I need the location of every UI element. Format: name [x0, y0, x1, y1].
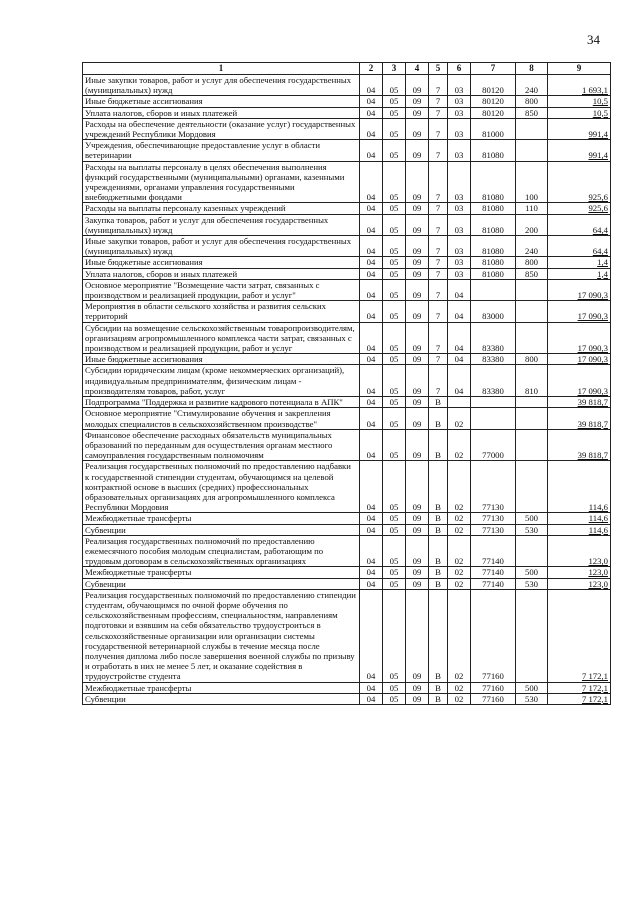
- row-name: Финансовое обеспечение расходных обязательств муниципальных образований по переданным для осуществления органам местного самоуправления государственным полномочиям: [83, 429, 360, 461]
- code-pr: 09: [406, 578, 429, 589]
- code-rz: 05: [383, 461, 406, 513]
- code-cs1: 7: [429, 301, 448, 322]
- code-gr: 04: [360, 408, 383, 429]
- code-cs3: 81080: [471, 161, 516, 203]
- code-cs3: 81080: [471, 268, 516, 279]
- row-amount: 17 090,3: [548, 365, 611, 397]
- table-row: [83, 236, 611, 257]
- header-cell: 4: [406, 63, 429, 75]
- code-cs1: 7: [429, 161, 448, 203]
- code-cs3: 83380: [471, 322, 516, 354]
- code-cs2: 02: [448, 589, 471, 682]
- row-name: Учреждения, обеспечивающие предоставление услуг в области ветеринарии: [83, 140, 360, 161]
- row-name: Иные бюджетные ассигнования: [83, 96, 360, 107]
- code-cs1: В: [429, 578, 448, 589]
- code-vr: 800: [516, 257, 548, 268]
- code-rz: 05: [383, 578, 406, 589]
- code-cs1: В: [429, 429, 448, 461]
- code-cs1: 7: [429, 96, 448, 107]
- row-name: Межбюджетные трансферты: [83, 567, 360, 578]
- row-name: Субвенции: [83, 578, 360, 589]
- budget-table: [82, 62, 611, 705]
- code-pr: 09: [406, 408, 429, 429]
- code-gr: 04: [360, 236, 383, 257]
- code-vr: 530: [516, 693, 548, 704]
- row-amount: 1 693,1: [548, 75, 611, 96]
- code-cs2: 04: [448, 279, 471, 300]
- row-amount: 1,4: [548, 257, 611, 268]
- code-cs3: 83380: [471, 354, 516, 365]
- code-vr: [516, 140, 548, 161]
- code-vr: 240: [516, 75, 548, 96]
- code-gr: 04: [360, 214, 383, 235]
- code-cs2: 03: [448, 140, 471, 161]
- code-rz: 05: [383, 96, 406, 107]
- row-amount: 123,0: [548, 567, 611, 578]
- code-cs1: 7: [429, 214, 448, 235]
- table-row: [83, 161, 611, 203]
- code-pr: 09: [406, 535, 429, 567]
- code-rz: 05: [383, 589, 406, 682]
- code-cs1: 7: [429, 236, 448, 257]
- code-cs3: 81000: [471, 118, 516, 139]
- code-vr: 800: [516, 354, 548, 365]
- code-cs2: 02: [448, 578, 471, 589]
- code-cs1: 7: [429, 365, 448, 397]
- code-cs2: 02: [448, 408, 471, 429]
- code-pr: 09: [406, 75, 429, 96]
- code-cs1: 7: [429, 322, 448, 354]
- code-vr: [516, 589, 548, 682]
- code-vr: [516, 279, 548, 300]
- code-cs1: В: [429, 682, 448, 693]
- row-name: Межбюджетные трансферты: [83, 682, 360, 693]
- code-vr: 530: [516, 578, 548, 589]
- code-rz: 05: [383, 524, 406, 535]
- code-vr: [516, 118, 548, 139]
- row-amount: 123,0: [548, 535, 611, 567]
- table-row: [83, 693, 611, 704]
- code-cs1: 7: [429, 118, 448, 139]
- row-amount: 123,0: [548, 578, 611, 589]
- page-number: 34: [587, 32, 600, 47]
- table-row: [83, 578, 611, 589]
- code-pr: 09: [406, 140, 429, 161]
- code-cs2: 03: [448, 236, 471, 257]
- code-gr: 04: [360, 279, 383, 300]
- code-cs3: 80120: [471, 107, 516, 118]
- code-cs3: 77160: [471, 693, 516, 704]
- code-cs2: 03: [448, 75, 471, 96]
- table-row: [83, 301, 611, 322]
- code-rz: 05: [383, 365, 406, 397]
- code-cs2: 04: [448, 322, 471, 354]
- row-name: Расходы на выплаты персоналу казенных учреждений: [83, 203, 360, 214]
- code-vr: 200: [516, 214, 548, 235]
- table-row: [83, 461, 611, 513]
- row-name: Межбюджетные трансферты: [83, 513, 360, 524]
- row-amount: 114,6: [548, 524, 611, 535]
- code-pr: 09: [406, 279, 429, 300]
- code-cs3: 81080: [471, 140, 516, 161]
- row-name: Иные бюджетные ассигнования: [83, 354, 360, 365]
- code-pr: 09: [406, 118, 429, 139]
- code-vr: 800: [516, 96, 548, 107]
- code-gr: 04: [360, 203, 383, 214]
- row-name: Реализация государственных полномочий по предоставлению стипендии студентам, обучающимся по очной форме обучения по сельскохозяйственным профессиям, специальностям, направлениям подготовки и взявшим на себя обязательство трудоустроиться в сельскохозяйственные организации или организации системы государственной ветеринарной службы в течение месяца после получения диплома либо после завершения военной службы по призыву и отработать в них не менее 5 лет, и оказание содействия в трудоустройстве студента: [83, 589, 360, 682]
- code-vr: 240: [516, 236, 548, 257]
- code-cs1: В: [429, 693, 448, 704]
- code-rz: 05: [383, 567, 406, 578]
- code-rz: 05: [383, 682, 406, 693]
- code-pr: 09: [406, 107, 429, 118]
- table-row: [83, 567, 611, 578]
- row-amount: 7 172,1: [548, 682, 611, 693]
- code-cs2: 02: [448, 567, 471, 578]
- code-cs3: 81080: [471, 236, 516, 257]
- table-row: [83, 589, 611, 682]
- code-rz: 05: [383, 161, 406, 203]
- code-cs1: В: [429, 535, 448, 567]
- code-vr: [516, 408, 548, 429]
- row-amount: 991,4: [548, 140, 611, 161]
- row-amount: 39 818,7: [548, 397, 611, 408]
- row-name: Субвенции: [83, 693, 360, 704]
- table-row: [83, 365, 611, 397]
- header-cell: 6: [448, 63, 471, 75]
- row-name: Основное мероприятие "Стимулирование обучения и закрепления молодых специалистов в сельскохозяйственном производстве": [83, 408, 360, 429]
- code-cs1: В: [429, 397, 448, 408]
- code-rz: 05: [383, 429, 406, 461]
- table-row: [83, 682, 611, 693]
- code-pr: 09: [406, 365, 429, 397]
- table-row: [83, 429, 611, 461]
- header-cell: 7: [471, 63, 516, 75]
- row-name: Субсидии на возмещение сельскохозяйственным товаропроизводителям, организациям агропромышленного комплекса части затрат, связанных с производством и реализацией продукции, работ и услуг: [83, 322, 360, 354]
- row-amount: 17 090,3: [548, 279, 611, 300]
- code-gr: 04: [360, 322, 383, 354]
- code-pr: 09: [406, 96, 429, 107]
- code-cs2: 04: [448, 354, 471, 365]
- table-body: [83, 75, 611, 705]
- code-cs1: 7: [429, 75, 448, 96]
- code-vr: 850: [516, 268, 548, 279]
- code-vr: 530: [516, 524, 548, 535]
- code-rz: 05: [383, 513, 406, 524]
- code-gr: 04: [360, 429, 383, 461]
- header-cell: 3: [383, 63, 406, 75]
- code-cs1: 7: [429, 354, 448, 365]
- code-vr: [516, 322, 548, 354]
- code-cs3: 81080: [471, 214, 516, 235]
- row-name: Мероприятия в области сельского хозяйства и развития сельских территорий: [83, 301, 360, 322]
- code-gr: 04: [360, 682, 383, 693]
- code-cs3: 77130: [471, 461, 516, 513]
- row-name: Иные закупки товаров, работ и услуг для обеспечения государственных (муниципальных) нужд: [83, 75, 360, 96]
- code-rz: 05: [383, 140, 406, 161]
- table-row: [83, 513, 611, 524]
- code-cs3: 81080: [471, 257, 516, 268]
- code-cs2: 02: [448, 535, 471, 567]
- code-vr: [516, 461, 548, 513]
- header-cell: 5: [429, 63, 448, 75]
- code-cs3: 80120: [471, 75, 516, 96]
- code-rz: 05: [383, 279, 406, 300]
- table-row: [83, 107, 611, 118]
- table-row: [83, 257, 611, 268]
- code-pr: 09: [406, 354, 429, 365]
- code-pr: 09: [406, 693, 429, 704]
- code-vr: 500: [516, 682, 548, 693]
- row-name: Субсидии юридическим лицам (кроме некоммерческих организаций), индивидуальным предпринимателям, физическим лицам - производителям товаров, работ, услуг: [83, 365, 360, 397]
- table-row: [83, 214, 611, 235]
- code-pr: 09: [406, 429, 429, 461]
- code-cs2: 04: [448, 301, 471, 322]
- code-pr: 09: [406, 524, 429, 535]
- row-amount: 17 090,3: [548, 322, 611, 354]
- row-amount: 925,6: [548, 161, 611, 203]
- code-rz: 05: [383, 257, 406, 268]
- code-cs2: 03: [448, 214, 471, 235]
- code-gr: 04: [360, 365, 383, 397]
- row-name: Расходы на обеспечение деятельности (оказание услуг) государственных учреждений Республики Мордовия: [83, 118, 360, 139]
- code-rz: 05: [383, 408, 406, 429]
- code-pr: 09: [406, 513, 429, 524]
- row-amount: 925,6: [548, 203, 611, 214]
- code-rz: 05: [383, 203, 406, 214]
- row-name: Реализация государственных полномочий по предоставлению ежемесячного пособия молодым специалистам, работающим по трудовым договорам в сельскохозяйственных организациях: [83, 535, 360, 567]
- code-vr: 500: [516, 513, 548, 524]
- code-gr: 04: [360, 107, 383, 118]
- code-gr: 04: [360, 354, 383, 365]
- code-cs2: 03: [448, 203, 471, 214]
- code-pr: 09: [406, 161, 429, 203]
- code-pr: 09: [406, 682, 429, 693]
- code-vr: [516, 301, 548, 322]
- code-rz: 05: [383, 107, 406, 118]
- code-vr: 110: [516, 203, 548, 214]
- code-rz: 05: [383, 354, 406, 365]
- code-cs2: 02: [448, 513, 471, 524]
- row-name: Уплата налогов, сборов и иных платежей: [83, 107, 360, 118]
- code-cs3: 77160: [471, 682, 516, 693]
- table-row: [83, 279, 611, 300]
- row-name: Подпрограмма "Поддержка и развитие кадрового потенциала в АПК": [83, 397, 360, 408]
- code-gr: 04: [360, 257, 383, 268]
- code-cs3: 77130: [471, 524, 516, 535]
- row-amount: 17 090,3: [548, 354, 611, 365]
- code-cs2: 03: [448, 257, 471, 268]
- code-gr: 04: [360, 578, 383, 589]
- code-cs2: 03: [448, 107, 471, 118]
- row-amount: 114,6: [548, 513, 611, 524]
- code-rz: 05: [383, 301, 406, 322]
- code-cs1: В: [429, 408, 448, 429]
- row-amount: 7 172,1: [548, 693, 611, 704]
- code-gr: 04: [360, 589, 383, 682]
- table-row: [83, 524, 611, 535]
- code-gr: 04: [360, 161, 383, 203]
- code-pr: 09: [406, 397, 429, 408]
- header-cell: 8: [516, 63, 548, 75]
- code-cs3: [471, 397, 516, 408]
- code-cs1: В: [429, 524, 448, 535]
- table-row: [83, 118, 611, 139]
- table-row: [83, 535, 611, 567]
- code-gr: 04: [360, 535, 383, 567]
- code-pr: 09: [406, 257, 429, 268]
- code-rz: 05: [383, 397, 406, 408]
- row-name: Иные бюджетные ассигнования: [83, 257, 360, 268]
- code-cs2: 02: [448, 693, 471, 704]
- table-row: [83, 354, 611, 365]
- row-amount: 10,5: [548, 107, 611, 118]
- row-amount: 1,4: [548, 268, 611, 279]
- code-rz: 05: [383, 236, 406, 257]
- code-cs3: 81080: [471, 203, 516, 214]
- code-cs3: [471, 279, 516, 300]
- code-cs1: 7: [429, 268, 448, 279]
- row-amount: 10,5: [548, 96, 611, 107]
- code-cs3: 83380: [471, 365, 516, 397]
- row-name: Уплата налогов, сборов и иных платежей: [83, 268, 360, 279]
- code-cs1: 7: [429, 107, 448, 118]
- code-cs1: В: [429, 513, 448, 524]
- table-row: [83, 140, 611, 161]
- row-name: Расходы на выплаты персоналу в целях обеспечения выполнения функций государственными (муниципальными) органами, казенными учреждениями, органами управления государственными внебюджетными фондами: [83, 161, 360, 203]
- row-amount: 39 818,7: [548, 408, 611, 429]
- code-cs3: 77140: [471, 535, 516, 567]
- code-cs1: В: [429, 567, 448, 578]
- code-cs3: 77130: [471, 513, 516, 524]
- code-cs2: 02: [448, 429, 471, 461]
- code-pr: 09: [406, 214, 429, 235]
- header-cell: 2: [360, 63, 383, 75]
- table-row: [83, 75, 611, 96]
- code-gr: 04: [360, 461, 383, 513]
- row-amount: 114,6: [548, 461, 611, 513]
- code-cs3: 80120: [471, 96, 516, 107]
- row-name: Иные закупки товаров, работ и услуг для обеспечения государственных (муниципальных) нужд: [83, 236, 360, 257]
- code-cs3: 83000: [471, 301, 516, 322]
- code-cs2: 03: [448, 161, 471, 203]
- code-pr: 09: [406, 589, 429, 682]
- code-vr: [516, 535, 548, 567]
- code-cs2: 02: [448, 461, 471, 513]
- code-cs3: 77160: [471, 589, 516, 682]
- code-cs2: 03: [448, 268, 471, 279]
- code-gr: 04: [360, 567, 383, 578]
- code-rz: 05: [383, 75, 406, 96]
- code-cs2: 02: [448, 524, 471, 535]
- code-gr: 04: [360, 268, 383, 279]
- code-gr: 04: [360, 693, 383, 704]
- code-pr: 09: [406, 203, 429, 214]
- code-cs2: 03: [448, 96, 471, 107]
- header-cell: 9: [548, 63, 611, 75]
- row-name: Закупка товаров, работ и услуг для обеспечения государственных (муниципальных) нужд: [83, 214, 360, 235]
- code-cs2: 02: [448, 682, 471, 693]
- code-cs2: 04: [448, 365, 471, 397]
- code-cs1: 7: [429, 279, 448, 300]
- code-pr: 09: [406, 301, 429, 322]
- code-cs1: В: [429, 461, 448, 513]
- code-vr: 850: [516, 107, 548, 118]
- row-amount: 17 090,3: [548, 301, 611, 322]
- code-cs3: 77140: [471, 578, 516, 589]
- code-vr: 810: [516, 365, 548, 397]
- row-name: Основное мероприятие "Возмещение части затрат, связанных с производством и реализацией продукции, работ и услуг": [83, 279, 360, 300]
- row-amount: 64,4: [548, 214, 611, 235]
- row-amount: 39 818,7: [548, 429, 611, 461]
- code-rz: 05: [383, 322, 406, 354]
- table-row: [83, 268, 611, 279]
- table-row: [83, 408, 611, 429]
- table-header-row: [83, 63, 611, 75]
- code-pr: 09: [406, 567, 429, 578]
- code-rz: 05: [383, 535, 406, 567]
- row-amount: 991,4: [548, 118, 611, 139]
- code-rz: 05: [383, 118, 406, 139]
- code-cs1: 7: [429, 257, 448, 268]
- code-rz: 05: [383, 693, 406, 704]
- code-pr: 09: [406, 268, 429, 279]
- code-vr: 500: [516, 567, 548, 578]
- code-gr: 04: [360, 118, 383, 139]
- code-gr: 04: [360, 513, 383, 524]
- code-vr: [516, 429, 548, 461]
- code-cs3: 77000: [471, 429, 516, 461]
- code-cs3: 77140: [471, 567, 516, 578]
- row-amount: 7 172,1: [548, 589, 611, 682]
- code-rz: 05: [383, 214, 406, 235]
- code-cs1: В: [429, 589, 448, 682]
- code-gr: 04: [360, 397, 383, 408]
- row-name: Субвенции: [83, 524, 360, 535]
- table-row: [83, 322, 611, 354]
- code-pr: 09: [406, 461, 429, 513]
- code-pr: 09: [406, 236, 429, 257]
- code-gr: 04: [360, 140, 383, 161]
- code-rz: 05: [383, 268, 406, 279]
- code-gr: 04: [360, 301, 383, 322]
- code-cs3: [471, 408, 516, 429]
- code-vr: 100: [516, 161, 548, 203]
- code-vr: [516, 397, 548, 408]
- code-cs2: 03: [448, 118, 471, 139]
- code-gr: 04: [360, 75, 383, 96]
- code-cs1: 7: [429, 140, 448, 161]
- code-gr: 04: [360, 96, 383, 107]
- table-row: [83, 96, 611, 107]
- code-cs1: 7: [429, 203, 448, 214]
- code-gr: 04: [360, 524, 383, 535]
- code-pr: 09: [406, 322, 429, 354]
- table-row: [83, 397, 611, 408]
- code-cs2: [448, 397, 471, 408]
- table-row: [83, 203, 611, 214]
- row-name: Реализация государственных полномочий по предоставлению надбавки к государственной стипендии студентам, обучающимся на целевой контрактной основе в высших (средних) профессиональных образовательных организациях для агропромышленного комплекса Республики Мордовия: [83, 461, 360, 513]
- row-amount: 64,4: [548, 236, 611, 257]
- header-cell: 1: [83, 63, 360, 75]
